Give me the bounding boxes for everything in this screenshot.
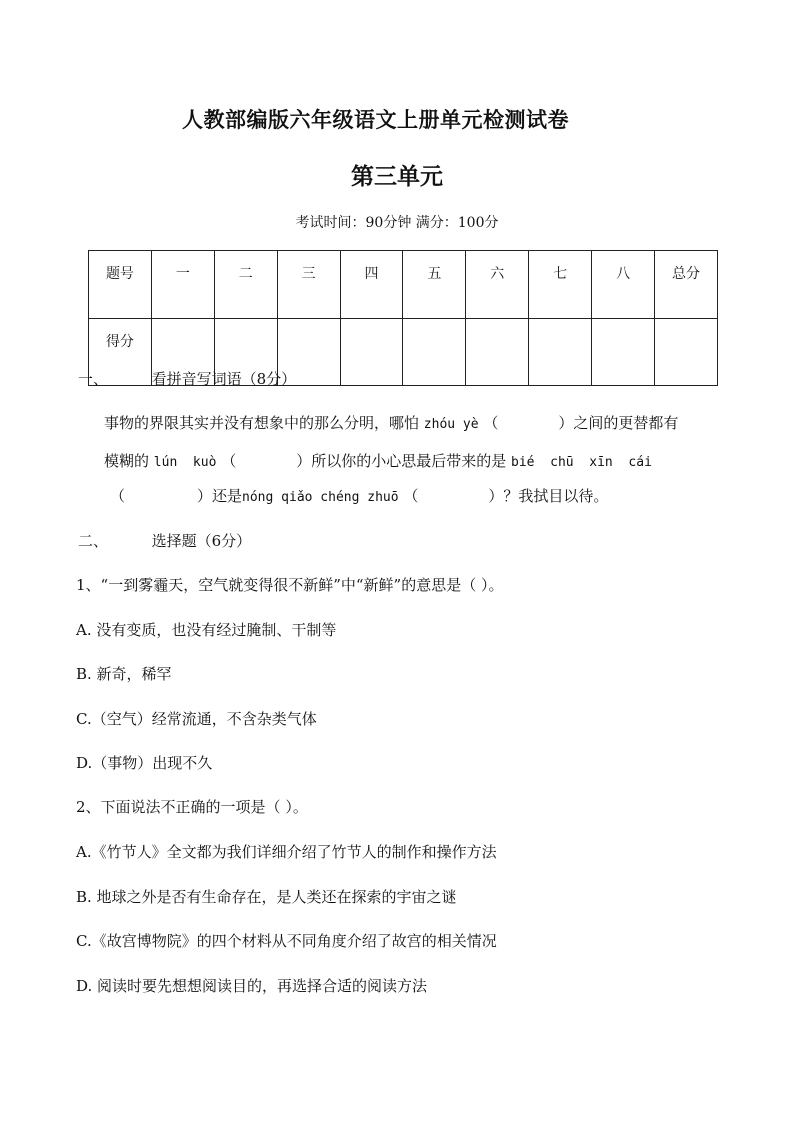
document-title: 人教部编版六年级语文上册单元检测试卷	[182, 108, 569, 132]
score-table-cell: 四	[340, 251, 403, 319]
sentence-text: 模糊的	[104, 452, 150, 470]
q2-option-c[interactable]: C.《故宫博物院》的四个材料从不同角度介绍了故宫的相关情况	[76, 932, 497, 950]
question-1: 1、“一到雾霾天，空气就变得很不新鲜”中“新鲜”的意思是（ ）。	[76, 576, 504, 594]
q2-option-b[interactable]: B. 地球之外是否有生命存在，是人类还在探索的宇宙之谜	[76, 888, 457, 906]
score-table-cell: 题号	[89, 251, 152, 319]
score-input-cell[interactable]	[403, 319, 466, 386]
pinyin-prompt: bié chū xīn cái	[511, 455, 652, 470]
exam-info: 考试时间：90分钟 满分：100分	[295, 215, 499, 231]
score-input-cell[interactable]	[592, 319, 655, 386]
score-table	[88, 250, 718, 386]
score-table-cell: 三	[277, 251, 340, 319]
sentence-text: ）所以你的小心思最后带来的是	[296, 452, 507, 470]
score-table-cell: 五	[403, 251, 466, 319]
score-table-header-row	[89, 251, 718, 319]
q1-option-b[interactable]: B. 新奇，稀罕	[76, 665, 172, 683]
unit-title: 第三单元	[351, 164, 443, 190]
pinyin-prompt: zhóu yè	[423, 417, 479, 432]
section1-line2	[104, 450, 652, 471]
q1-option-d[interactable]: D.（事物）出现不久	[76, 754, 213, 772]
sentence-text: ）还是	[197, 487, 243, 505]
score-table-cell: 六	[466, 251, 529, 319]
pinyin-prompt: nóng qiǎo chéng zhuō	[242, 490, 399, 505]
score-input-cell[interactable]	[529, 319, 592, 386]
score-table-cell: 二	[214, 251, 277, 319]
blank-open: （	[110, 487, 126, 505]
q1-option-a[interactable]: A. 没有变质，也没有经过腌制、干制等	[76, 621, 337, 639]
score-table-cell: 一	[151, 251, 214, 319]
score-row-label: 得分	[89, 319, 152, 386]
section2-number: 二、	[78, 532, 109, 550]
score-input-cell[interactable]	[655, 319, 718, 386]
q2-option-d[interactable]: D. 阅读时要先想想阅读目的，再选择合适的阅读方法	[76, 977, 428, 995]
q1-option-c[interactable]: C.（空气）经常流通，不含杂类气体	[76, 710, 317, 728]
pinyin-prompt: lún kuò	[153, 455, 217, 470]
section2-heading	[78, 530, 251, 551]
section1-title: 看拼音写词语（8分）	[151, 370, 297, 388]
sentence-text: ）之间的更替都有	[558, 414, 679, 432]
score-table-cell: 八	[592, 251, 655, 319]
score-input-cell[interactable]	[466, 319, 529, 386]
sentence-text: ）？我拭目以待。	[488, 487, 609, 505]
section1-heading	[78, 368, 296, 389]
section1-line1	[104, 412, 678, 433]
sentence-text: 事物的界限其实并没有想象中的那么分明，哪怕	[104, 414, 420, 432]
score-table-cell: 总分	[655, 251, 718, 319]
q2-option-a[interactable]: A.《竹节人》全文都为我们详细介绍了竹节人的制作和操作方法	[76, 843, 497, 861]
blank-open: （	[221, 452, 237, 470]
blank-open: （	[403, 487, 419, 505]
score-table-cell: 七	[529, 251, 592, 319]
section1-number: 一、	[78, 370, 109, 388]
score-input-cell[interactable]	[340, 319, 403, 386]
question-2: 2、下面说法不正确的一项是（ ）。	[76, 798, 308, 816]
blank-open: （	[483, 414, 499, 432]
section1-line3	[110, 485, 608, 506]
section2-title: 选择题（6分）	[151, 532, 252, 550]
